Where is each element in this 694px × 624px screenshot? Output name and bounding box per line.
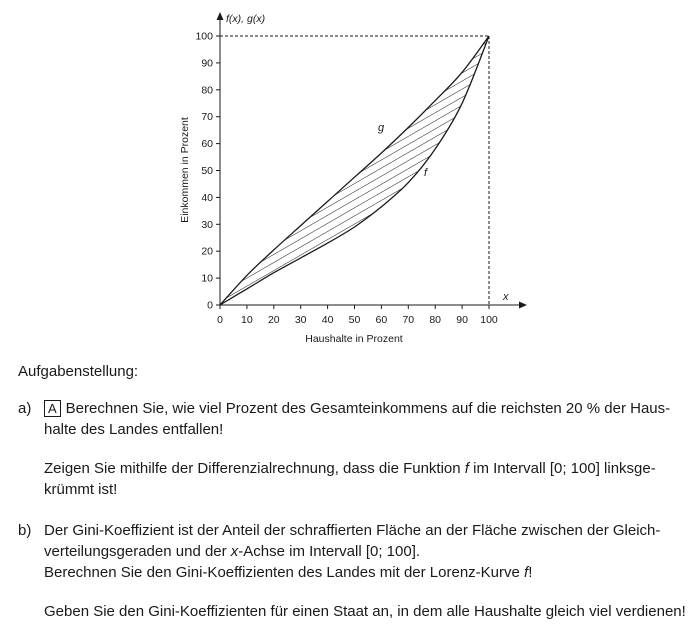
hatched-area xyxy=(220,36,489,305)
task-b-line-3-pre: Berechnen Sie den Gini-Koeffizienten des Landes mit der Lorenz-Kurve xyxy=(44,564,525,581)
task-b2-line-1: Geben Sie den Gini-Koeffizienten für einen Staat an, in dem alle Haushalte gleich viel verdienen! xyxy=(44,603,686,620)
x-tick-label: 90 xyxy=(456,314,468,326)
x-tick-label: 0 xyxy=(217,314,223,326)
x-tick-label: 60 xyxy=(375,314,388,326)
task-a2-line-1 xyxy=(44,458,684,479)
task-b-part1 xyxy=(44,520,689,583)
task-a2-line-2: krümmt ist! xyxy=(44,481,118,498)
y-tick-label: 0 xyxy=(207,299,213,312)
y-tick-label: 80 xyxy=(201,84,213,97)
x-axis-name: x xyxy=(503,291,509,303)
x-tick-label: 20 xyxy=(267,314,280,326)
task-a-line-1 xyxy=(44,398,684,419)
x-tick-label: 10 xyxy=(241,314,253,326)
x-tick-label: 40 xyxy=(321,314,334,326)
y-tick-label: 70 xyxy=(201,111,213,124)
x-tick-label: 70 xyxy=(402,314,415,326)
y-tick-label: 20 xyxy=(201,245,213,258)
task-b-line-2 xyxy=(44,541,689,562)
task-b-line-3-post: ! xyxy=(528,564,533,581)
y-axis-function-title: f(x), g(x) xyxy=(226,13,266,25)
task-a2-line-1-pre: Zeigen Sie mithilfe der Differenzialrechnung, dass die Funktion xyxy=(44,460,465,477)
task-a2-line-1-post: im Intervall [0; 100] linksge- xyxy=(468,460,656,477)
function-f-symbol: f xyxy=(464,460,469,477)
task-b-letter: b) xyxy=(18,522,32,539)
competence-box-a: A xyxy=(44,400,61,417)
task-b-line-1: Der Gini-Koeffizient ist der Anteil der schraffierten Fläche an der Fläche zwischen der Gleich- xyxy=(44,522,661,539)
task-a-line-1-text: Berechnen Sie, wie viel Prozent des Gesamteinkommens auf die reichsten 20 % der Haus- xyxy=(65,400,671,417)
task-b-part2 xyxy=(44,601,689,622)
y-axis-label: Einkommen in Prozent xyxy=(179,117,191,223)
task-b-line-2-post: -Achse im Intervall [0; 100]. xyxy=(238,543,421,560)
series-f-label: f xyxy=(424,167,428,179)
y-tick-label: 40 xyxy=(201,191,213,204)
task-a-line-2: halte des Landes entfallen! xyxy=(44,421,224,438)
x-axis-label: Haushalte in Prozent xyxy=(305,333,403,345)
x-symbol: x xyxy=(230,543,239,560)
x-tick-label: 50 xyxy=(348,314,361,326)
x-axis-arrow-icon xyxy=(519,302,527,309)
y-tick-label: 10 xyxy=(201,272,213,285)
y-axis-arrow-icon xyxy=(217,12,224,20)
y-tick-label: 30 xyxy=(201,218,213,231)
task-a-letter: a) xyxy=(18,400,32,417)
x-tick-label: 30 xyxy=(294,314,307,326)
x-tick-label: 100 xyxy=(480,314,498,326)
task-b-line-2-pre: verteilungsgeraden und der xyxy=(44,543,231,560)
x-tick-label: 80 xyxy=(429,314,442,326)
task-heading: Aufgabenstellung: xyxy=(18,363,139,380)
y-tick-label: 50 xyxy=(201,165,213,177)
function-f-symbol-b: f xyxy=(524,564,529,581)
y-tick-label: 100 xyxy=(195,30,213,43)
y-tick-label: 90 xyxy=(201,57,213,70)
task-b-line-3 xyxy=(44,562,689,583)
task-a-part2 xyxy=(44,458,684,500)
y-tick-label: 60 xyxy=(201,138,213,151)
series-g-label: g xyxy=(378,122,385,134)
task-a-part1 xyxy=(44,398,684,440)
